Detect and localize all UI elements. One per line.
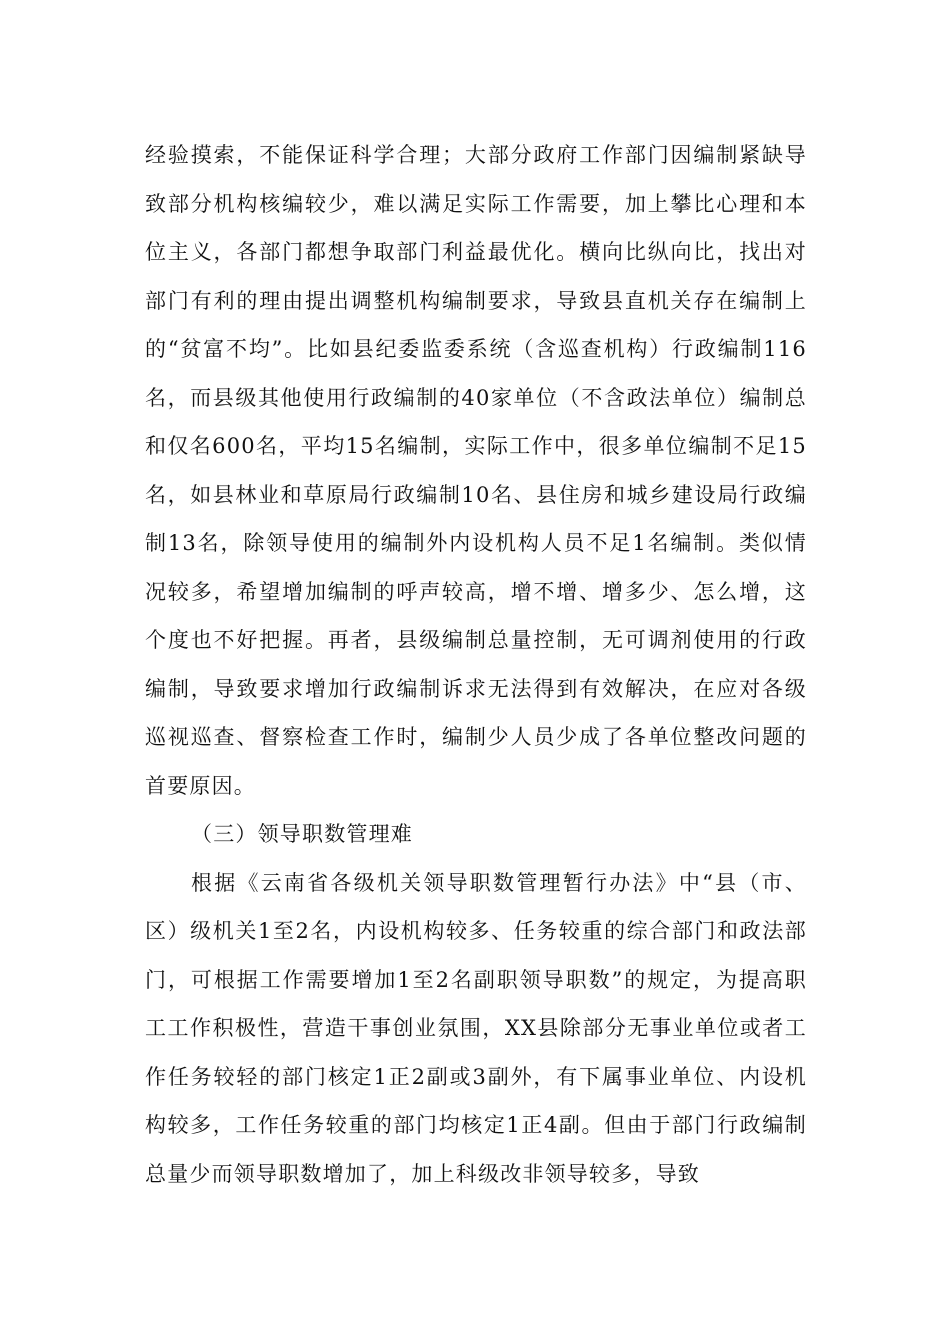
section-heading: （三）领导职数管理难 (191, 822, 413, 846)
paragraph-leadership-positions: 根据《云南省各级机关领导职数管理暂行办法》中“县（市、区）级机关1至2名，内设机构较多、任务较重的综合部门和政法部门，可根据工作需要增加1至2名副职领导职数”的规定，为提高职工工作积极性，营造干事创业氛围，XX县除部分无事业单位或者工作任务较轻的部门核定1正2副或3副外，有下属事业单位、内设机构较多，工作任务较重的部门均核定1正4副。但由于部门行政编制总量少而领导职数增加了，加上科级改非领导较多，导致 (145, 870, 807, 1186)
paragraph-continued: 经验摸索，不能保证科学合理；大部分政府工作部门因编制紧缺导致部分机构核编较少，难以满足实际工作需要，加上攀比心理和本位主义，各部门都想争取部门利益最优化。横向比纵向比，找出对部门有利的理由提出调整机构编制要求，导致县直机关存在编制上的“贫富不均”。比如县纪委监委系统（含巡查机构）行政编制116名，而县级其他使用行政编制的40家单位（不含政法单位）编制总和仅名600名，平均15名编制，实际工作中，很多单位编制不足15名，如县林业和草原局行政编制10名、县住房和城乡建设局行政编制13名，除领导使用的编制外内设机构人员不足1名编制。类似情况较多，希望增加编制的呼声较高，增不增、增多少、怎么增，这个度也不好把握。再者，县级编制总量控制，无可调剂使用的行政编制，导致要求增加行政编制诉求无法得到有效解决，在应对各级巡视巡查、督察检查工作时，编制少人员少成了各单位整改问题的首要原因。 (145, 143, 807, 798)
document-body (145, 131, 807, 1198)
